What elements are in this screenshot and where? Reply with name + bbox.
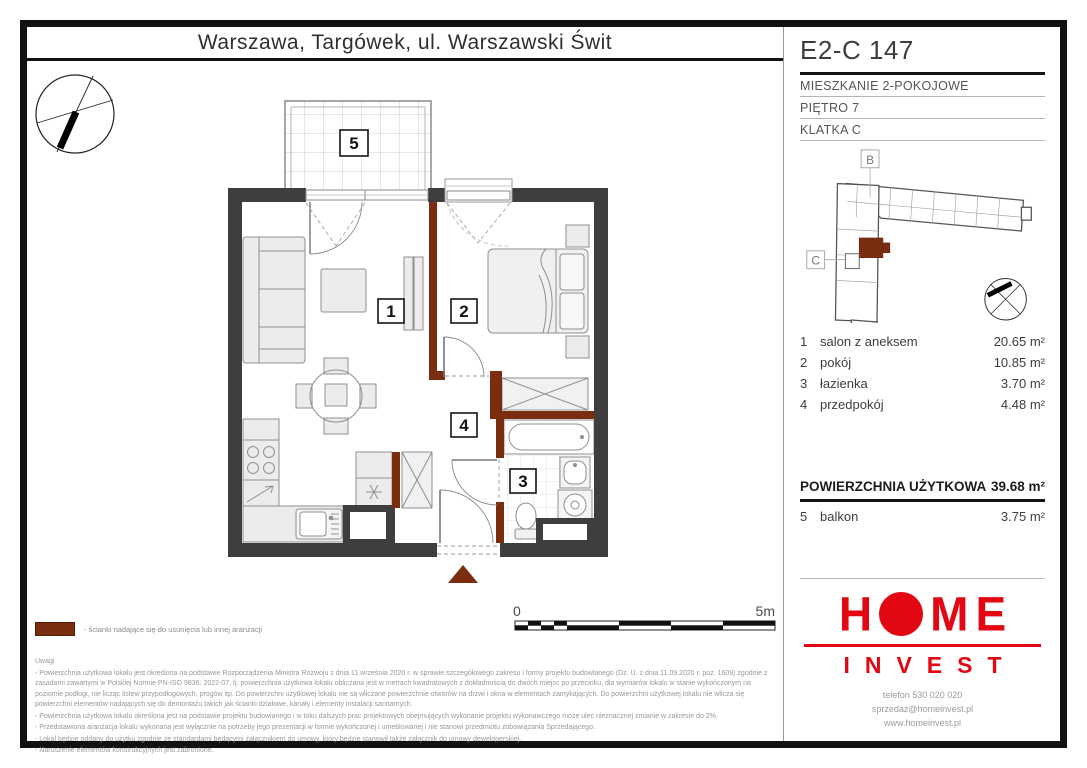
home-invest-logo [800,587,1045,642]
toilet [515,503,537,539]
unit-type: MIESZKANIE 2-POKOJOWE [800,75,1045,97]
plan-label-3: 3 [518,472,528,491]
kitchen-counter-sink [243,506,343,542]
bedroom-wardrobe [502,378,588,410]
bedroom-door [444,337,489,377]
note-item: - Lokal będzie oddany do użytku zgodnie ze standardami będącymi załącznikiem do umowy, który będzie stanowił także załącznik do umowy deweloperskiej. [35,735,522,743]
dishwasher [243,480,279,506]
staircase-c-label: C [811,253,820,268]
room-row [800,394,1045,415]
floor-plan-drawing [27,60,783,640]
plan-label-1: 1 [386,302,396,321]
title-bar [27,27,783,61]
balcony-door-window [306,190,428,254]
balcony-row [800,509,1045,524]
notes-title: Uwagi [35,658,55,665]
nightstand-bottom [566,336,589,358]
north-compass-icon [36,75,114,153]
bathroom-door [452,459,499,505]
note-item: - Przedstawiona aranżacja lokalu wykonana jest wyłącznie na potrzeby jego prezentacji w formie wykończonej i umeblowanej i nie stanowi przedmiotu zobowiązania Sprzedającego. [35,724,595,731]
room-area-table [800,331,1045,415]
note-item: - Naruszenie elementów konstrukcyjnych jest zabronione. [35,747,214,754]
room-name: pokój [820,355,852,370]
staircase-c-marker [807,251,859,269]
tv-cabinet [404,257,423,330]
highlighted-unit [859,238,890,258]
stove [243,440,279,480]
notes-block [35,657,780,758]
removable-wall-swatch [35,622,75,636]
logo-letter-o-circle [879,592,923,636]
room-name: przedpokój [820,397,884,412]
room-area: 4.48 m² [1000,397,1045,412]
developer-logo-block [800,578,1045,731]
scale-bar [513,603,775,630]
scale-start-label: 0 [513,603,521,619]
room-area: 3.70 m² [1000,376,1045,391]
room-no: 2 [800,355,808,370]
room-row [800,352,1045,373]
site-mini-map-drawing [800,143,1045,323]
usable-area-value: 39.68 m² [990,479,1045,494]
entrance-arrow [448,565,478,583]
logo-letter-h: H [838,587,873,642]
nightstand-top [566,225,589,247]
location-title: Warszawa, Targówek, ul. Warszawski Świt [197,30,613,54]
balcony-area: 3.75 m² [1000,509,1045,524]
sofa [243,237,305,363]
logo-divider-rule [804,644,1041,647]
room-area: 10.85 m² [993,355,1045,370]
fridge [356,452,392,506]
entrance-door [437,490,500,554]
note-item: - Powierzchnia użytkowa lokalu określona jest na podstawie projektu budowlanego i w toku dalszych prac projektowych obejmujących wykonanie projektu wykonawczego może ulec nieznacznej zmianie w zakresie do 2%. [35,712,718,720]
washbasin [560,457,590,488]
room-name: łazienka [820,376,868,391]
bathroom-niche [543,524,587,540]
contact-phone: telefon 530 020 020 [882,690,963,701]
legend-text: - ścianki nadające się do usunięcia lub innej aranżacji [84,624,263,634]
kitchen-cabinet [243,419,279,440]
scale-end-label: 5m [755,603,775,619]
shaft-niche [350,512,386,539]
unit-staircase: KLATKA C [800,119,1045,141]
staircase-b-label: B [866,152,875,167]
unit-floor: PIĘTRO 7 [800,97,1045,119]
armchair [321,269,366,312]
contact-email: sprzedaz@homeinvest.pl [871,704,974,715]
logo-letter-m: M [930,587,969,642]
usable-area-label: POWIERZCHNIA UŻYTKOWA [800,479,987,494]
dining-table [296,358,376,434]
bed [488,249,588,333]
balcony-name: balkon [820,509,859,524]
room-name: salon z aneksem [820,334,918,349]
bedroom-window [445,179,512,246]
balcony-no: 5 [800,509,808,524]
note-item: - Powierzchnia użytkowa lokalu jest określona na podstawie Rozporządzenia Ministra Rozwoju z dnia 11 września 2020 r. w sprawie szczegółowego zakresu i formy projektu budowlanego (Dz. U. z dnia 11.09.2020 r. poz. 1609) zgodnie z zasadami zawartymi w Polskiej Normie PN-ISO 9836: 2022-07, tj. powierzchnia użytkowa lokalu obliczana jest w metrach kwadratowych z dokładnością do dwóch miejsc po przecinku, dla wymiarów lokalu w stanie wykończonym na poziomie podłogi, nie licząc listew przypodłogowych, progów itp. Do powierzchni użytkowej lokalu nie są wliczane powierzchnie otworów na drzwi i okna w elementach zamykających. Do powierzchni użytkowej lokalu nie wlicza się powierzchni elementów nadających się do demontażu takich jak ścianki działowe, kanały i elementy instalacji sanitarnych. [35,669,768,708]
room-row [800,331,1045,352]
legend [35,622,262,636]
bathtub [504,420,594,454]
room-no: 1 [800,334,808,349]
room-row [800,373,1045,394]
building-wing-tab [1021,207,1031,220]
contact-block [800,689,1045,731]
mini-compass-icon [985,278,1027,320]
logo-letter-e: E [975,587,1007,642]
room-no: 4 [800,397,808,412]
room-area: 20.65 m² [993,334,1045,349]
sheet-frame [20,20,1067,754]
washing-machine [558,490,592,521]
unit-info-sidebar [783,27,1061,741]
usable-area-summary [800,479,1045,502]
plan-label-2: 2 [459,302,469,321]
site-mini-map [800,143,1045,323]
plan-label-5: 5 [349,134,359,153]
hall-wardrobe [402,452,432,508]
contact-website: www.homeinvest.pl [883,718,962,729]
unit-code: E2-C 147 [800,33,1045,75]
room-no: 3 [800,376,808,391]
plan-label-4: 4 [459,416,469,435]
logo-invest-word: INVEST [843,652,1017,679]
